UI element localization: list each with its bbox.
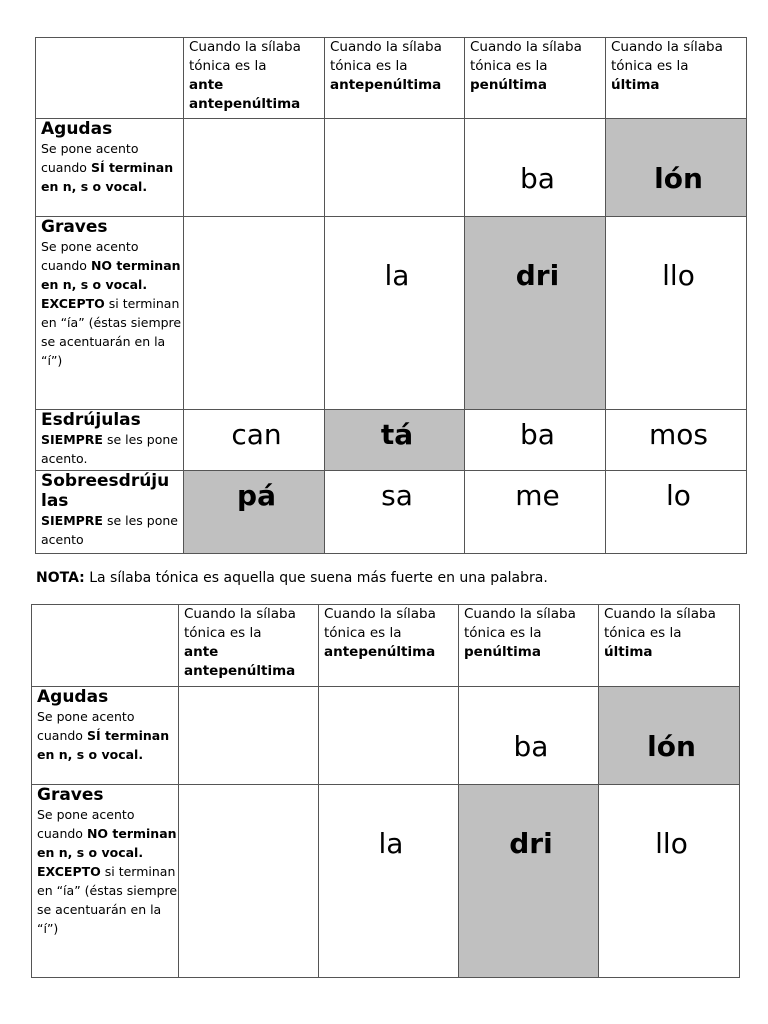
syllable-cell: la xyxy=(325,217,465,410)
row-label-agudas: Agudas Se pone acento cuando SÍ terminan en n, s o vocal. xyxy=(36,119,184,217)
stressed-syllable-cell: tá xyxy=(325,410,465,471)
header-cell: Cuando la sílaba tónica es la antepenúltima xyxy=(325,38,465,119)
syllable-cell: mos xyxy=(606,410,747,471)
table-row xyxy=(36,217,747,410)
syllable-cell xyxy=(179,687,319,785)
header-cell: Cuando la sílaba tónica es la antepenúltima xyxy=(319,605,459,687)
corner-cell xyxy=(32,605,179,687)
table-row xyxy=(32,785,740,978)
syllable-cell xyxy=(184,119,325,217)
syllable-cell: can xyxy=(184,410,325,471)
syllable-cell xyxy=(179,785,319,978)
header-row xyxy=(36,38,747,119)
accent-table-2 xyxy=(31,604,740,978)
stressed-syllable-cell: lón xyxy=(599,687,740,785)
syllable-cell: me xyxy=(465,471,606,554)
table-row xyxy=(36,119,747,217)
header-cell: Cuando la sílaba tónica es la penúltima xyxy=(459,605,599,687)
syllable-cell: lo xyxy=(606,471,747,554)
row-label-graves: Graves Se pone acento cuando NO terminan en n, s o vocal. EXCEPTO si terminan en “ía” (éstas siempre se acentuarán en la “í”) xyxy=(32,785,179,978)
note: NOTA: La sílaba tónica es aquella que suena más fuerte en una palabra. xyxy=(36,570,548,586)
syllable-cell xyxy=(184,217,325,410)
syllable-cell: llo xyxy=(599,785,740,978)
row-label-graves: Graves Se pone acento cuando NO terminan en n, s o vocal. EXCEPTO si terminan en “ía” (éstas siempre se acentuarán en la “í”) xyxy=(36,217,184,410)
syllable-cell: sa xyxy=(325,471,465,554)
table-row xyxy=(36,410,747,471)
syllable-cell: la xyxy=(319,785,459,978)
syllable-cell: ba xyxy=(465,410,606,471)
syllable-cell xyxy=(325,119,465,217)
syllable-cell: ba xyxy=(465,119,606,217)
row-label-agudas: Agudas Se pone acento cuando SÍ terminan en n, s o vocal. xyxy=(32,687,179,785)
header-row xyxy=(32,605,740,687)
stressed-syllable-cell: dri xyxy=(465,217,606,410)
stressed-syllable-cell: pá xyxy=(184,471,325,554)
header-cell: Cuando la sílaba tónica es la última xyxy=(606,38,747,119)
row-label-esdrujulas: Esdrújulas SIEMPRE se les pone acento. xyxy=(36,410,184,471)
stressed-syllable-cell: lón xyxy=(606,119,747,217)
header-cell: Cuando la sílaba tónica es la última xyxy=(599,605,740,687)
stressed-syllable-cell: dri xyxy=(459,785,599,978)
table-row xyxy=(32,687,740,785)
syllable-cell: ba xyxy=(459,687,599,785)
table-row xyxy=(36,471,747,554)
syllable-cell: llo xyxy=(606,217,747,410)
row-label-sobreesdrujulas: Sobreesdrúju las SIEMPRE se les pone acento xyxy=(36,471,184,554)
header-cell: Cuando la sílaba tónica es la penúltima xyxy=(465,38,606,119)
syllable-cell xyxy=(319,687,459,785)
corner-cell xyxy=(36,38,184,119)
accent-table-1 xyxy=(35,37,747,554)
header-cell: Cuando la sílaba tónica es la ante antepenúltima xyxy=(179,605,319,687)
header-cell: Cuando la sílaba tónica es la ante antepenúltima xyxy=(184,38,325,119)
